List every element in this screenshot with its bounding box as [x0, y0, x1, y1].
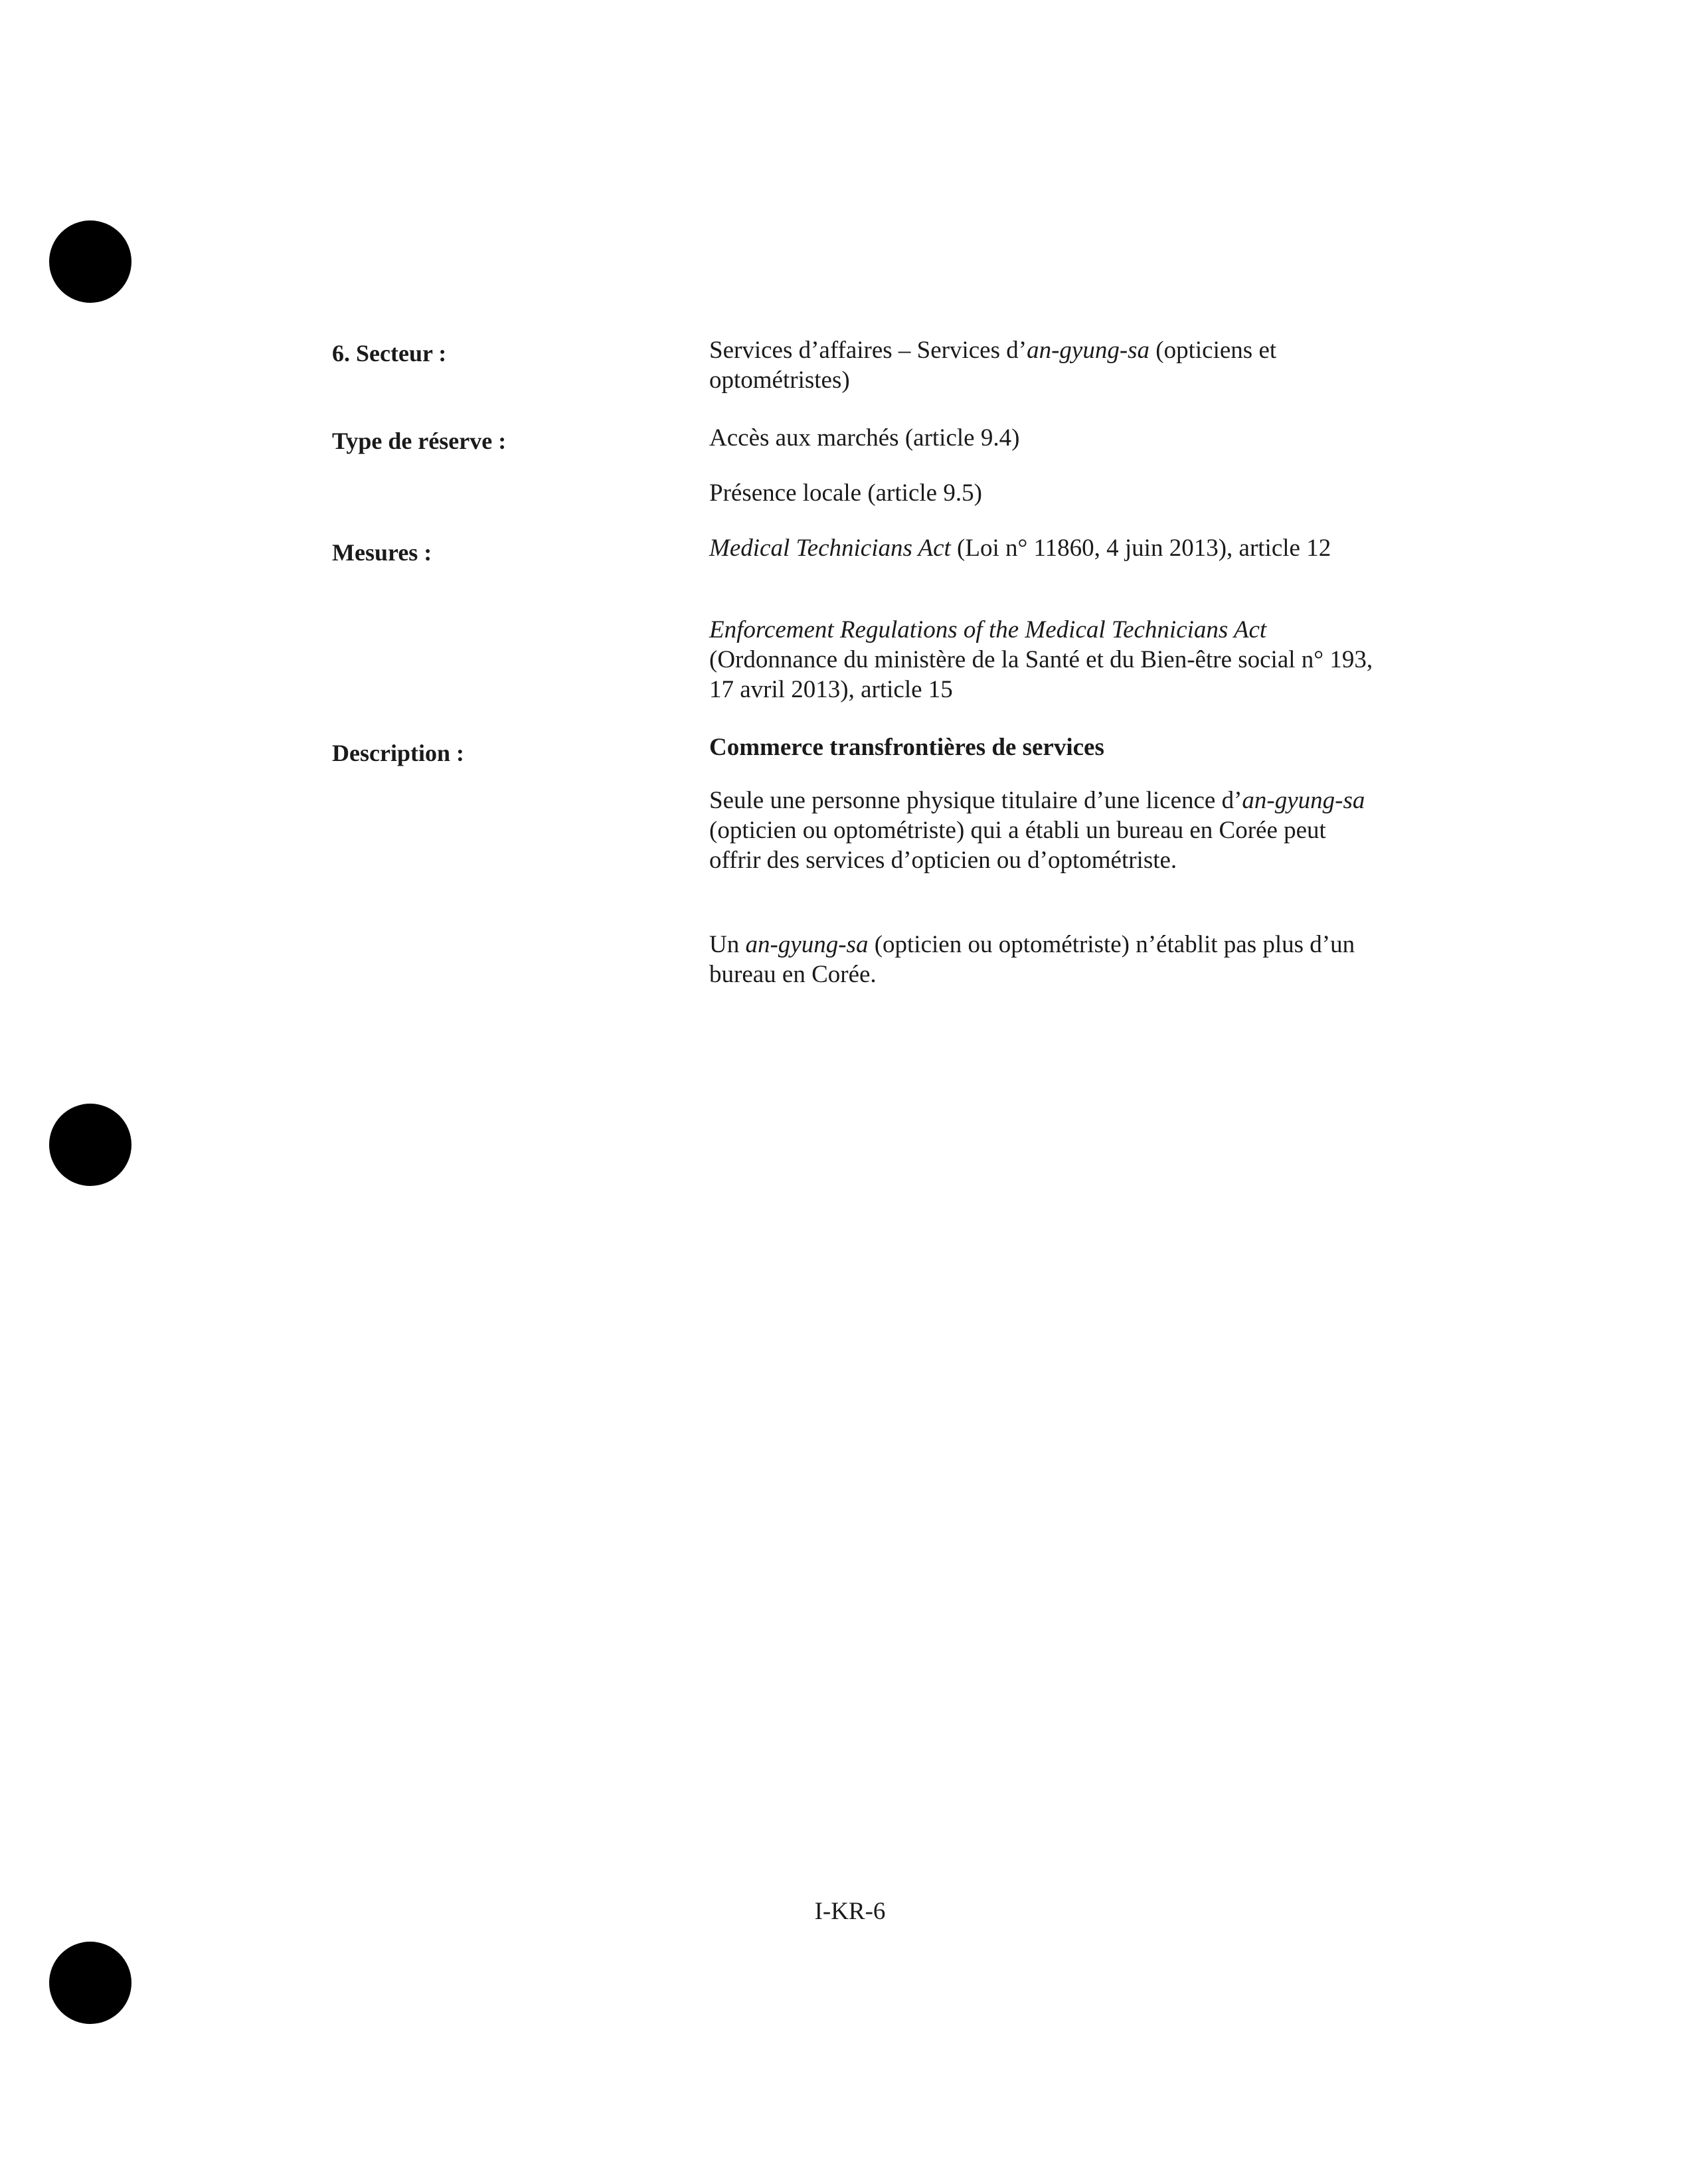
type-reserve-item-2: Présence locale (article 9.5) [709, 479, 982, 507]
secteur-prefix: Services d’affaires – Services d’ [709, 337, 1027, 364]
description-paragraph-1 [709, 786, 1373, 875]
mesure-2 [709, 615, 1373, 705]
punch-hole-middle [49, 1104, 131, 1186]
label-mesures: Mesures : [332, 539, 432, 566]
label-type-reserve: Type de réserve : [332, 428, 507, 454]
mesure-1-details: (Loi n° 11860, 4 juin 2013), article 12 [950, 535, 1331, 562]
label-description: Description : [332, 740, 464, 766]
mesure-2-title: Enforcement Regulations of the Medical Technicians Act [709, 616, 1267, 643]
p2-italic: an-gyung-sa [745, 931, 869, 958]
p1-part-a: Seule une personne physique titulaire d’une licence d’ [709, 787, 1242, 814]
secteur-italic: an-gyung-sa [1027, 337, 1150, 364]
mesure-2-details: (Ordonnance du ministère de la Santé et du Bien-être social n° 193, 17 avril 2013), article 15 [709, 646, 1373, 703]
description-heading: Commerce transfrontières de services [709, 734, 1104, 761]
secteur-suffix: (opticiens et optométristes) [709, 337, 1277, 394]
mesure-1 [709, 533, 1373, 563]
punch-hole-top [49, 220, 131, 303]
p2-part-b: (opticien ou optométriste) n’établit pas plus d’un bureau en Corée. [709, 931, 1355, 988]
label-secteur: 6. Secteur : [332, 340, 447, 367]
p2-part-a: Un [709, 931, 746, 958]
p1-italic: an-gyung-sa [1242, 787, 1365, 814]
p1-part-b: (opticien ou optométriste) qui a établi un bureau en Corée peut offrir des services d’opticien ou d’optométriste. [709, 817, 1326, 874]
description-paragraph-2 [709, 930, 1373, 989]
type-reserve-item-1: Accès aux marchés (article 9.4) [709, 424, 1020, 452]
mesure-1-title: Medical Technicians Act [709, 535, 951, 562]
page-number: I-KR-6 [814, 1898, 886, 1925]
secteur-value [709, 335, 1373, 395]
punch-hole-bottom [49, 1942, 131, 2024]
